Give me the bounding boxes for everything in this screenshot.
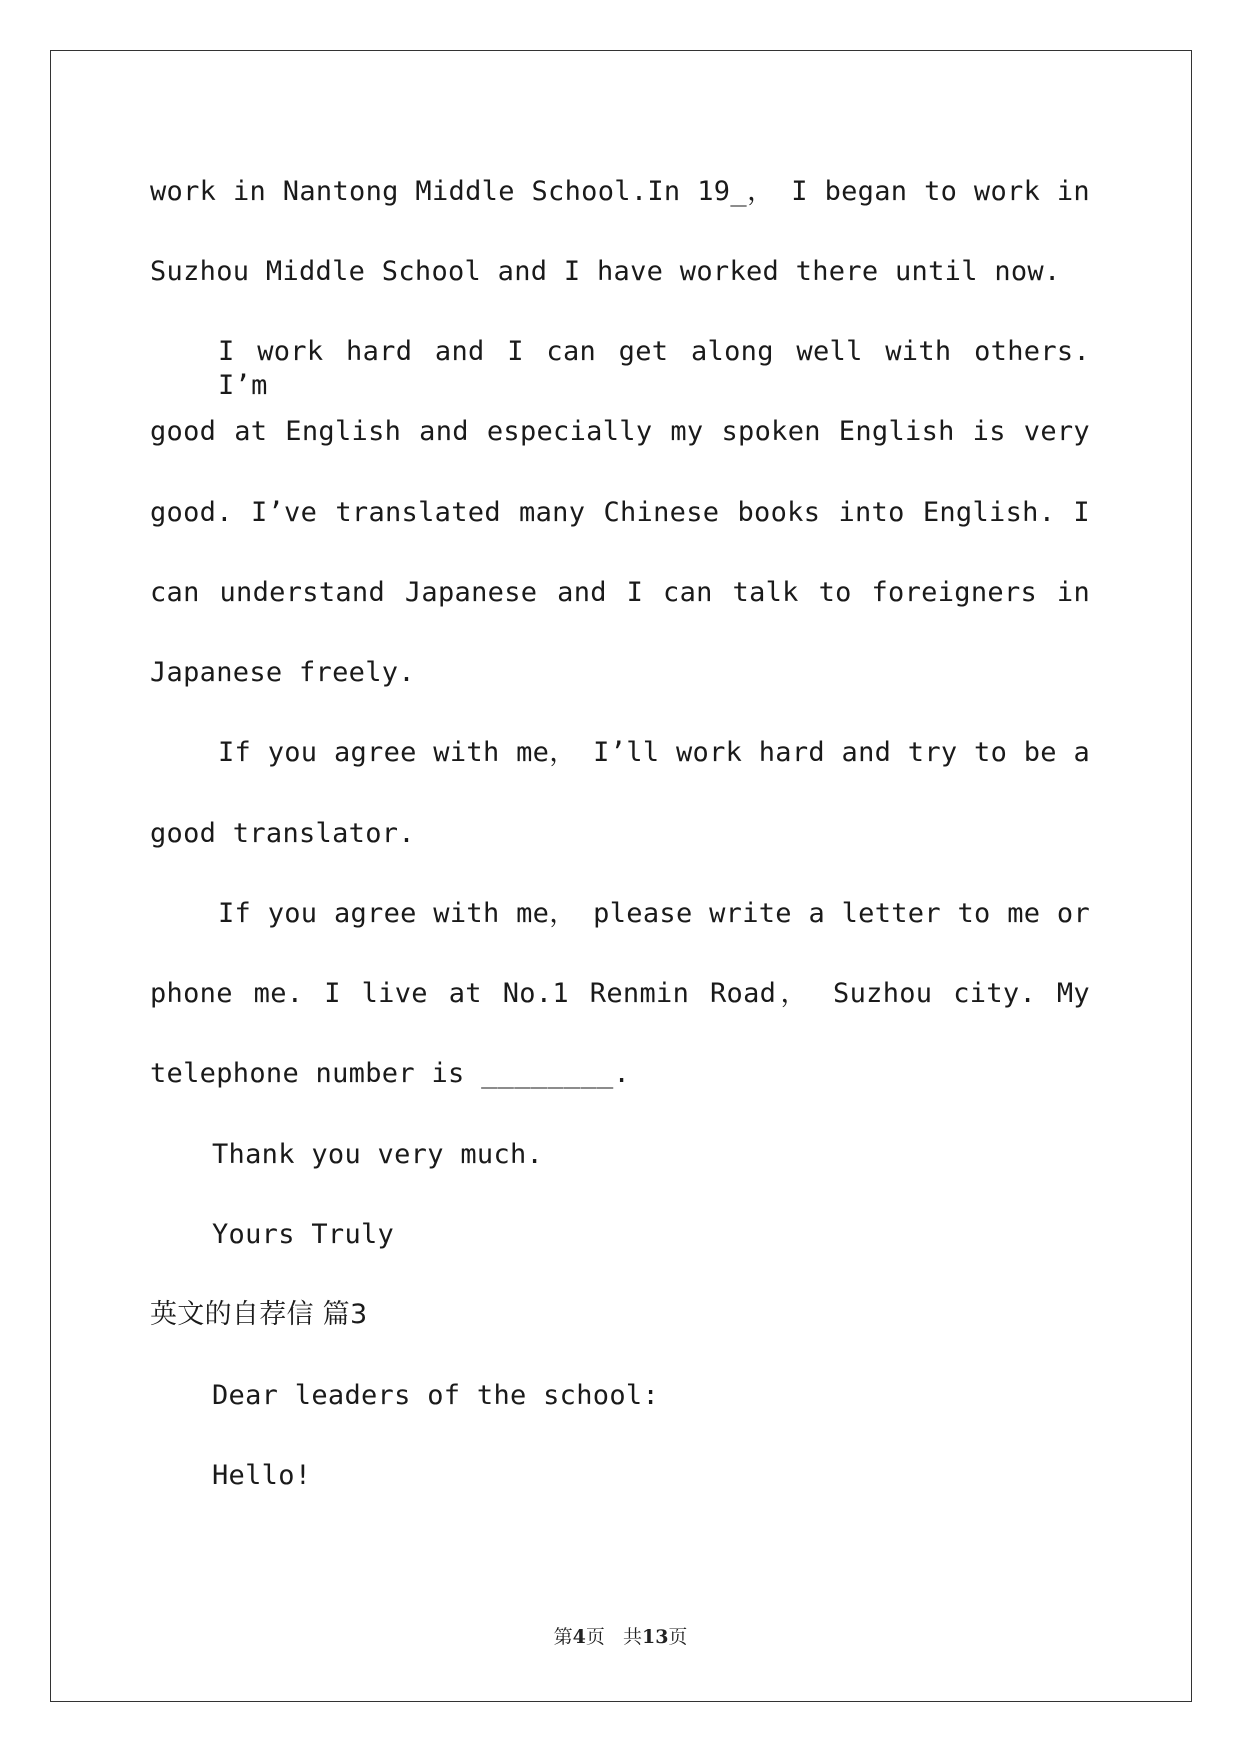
text-line: can understand Japanese and I can talk to foreigners in xyxy=(150,577,1090,608)
text-line: work in Nantong Middle School.In 19_， I began to work in xyxy=(150,176,1090,207)
footer-page-prefix: 第 xyxy=(553,1626,573,1648)
footer-total-pages: 13 xyxy=(641,1626,669,1648)
section-heading: 英文的自荐信 篇3 xyxy=(150,1299,368,1330)
text-line: telephone number is ________. xyxy=(150,1058,631,1089)
footer-page-number: 4 xyxy=(572,1626,586,1648)
salutation-line: Dear leaders of the school: xyxy=(212,1380,659,1411)
footer-total-prefix: 共 xyxy=(622,1626,642,1648)
text-line: Japanese freely. xyxy=(150,657,415,688)
greeting-line: Hello! xyxy=(212,1460,312,1491)
footer-page-suffix: 页 xyxy=(585,1626,605,1648)
text-line: I work hard and I can get along well with others. I’m xyxy=(218,336,1090,401)
text-line: good. I’ve translated many Chinese books into English. I xyxy=(150,497,1090,528)
text-line: If you agree with me， please write a letter to me or xyxy=(218,898,1090,929)
text-line: phone me. I live at No.1 Renmin Road， Suzhou city. My xyxy=(150,978,1090,1009)
text-line: good translator. xyxy=(150,818,415,849)
closing-line: Thank you very much. xyxy=(212,1139,544,1170)
text-line: good at English and especially my spoken English is very xyxy=(150,416,1090,447)
page-border xyxy=(50,50,1192,1702)
text-line: Suzhou Middle School and I have worked there until now. xyxy=(150,256,1061,287)
footer-total-suffix: 页 xyxy=(668,1626,688,1648)
signature-line: Yours Truly xyxy=(212,1219,395,1250)
text-line: If you agree with me， I’ll work hard and try to be a xyxy=(218,737,1090,768)
page-footer xyxy=(0,1622,1241,1649)
